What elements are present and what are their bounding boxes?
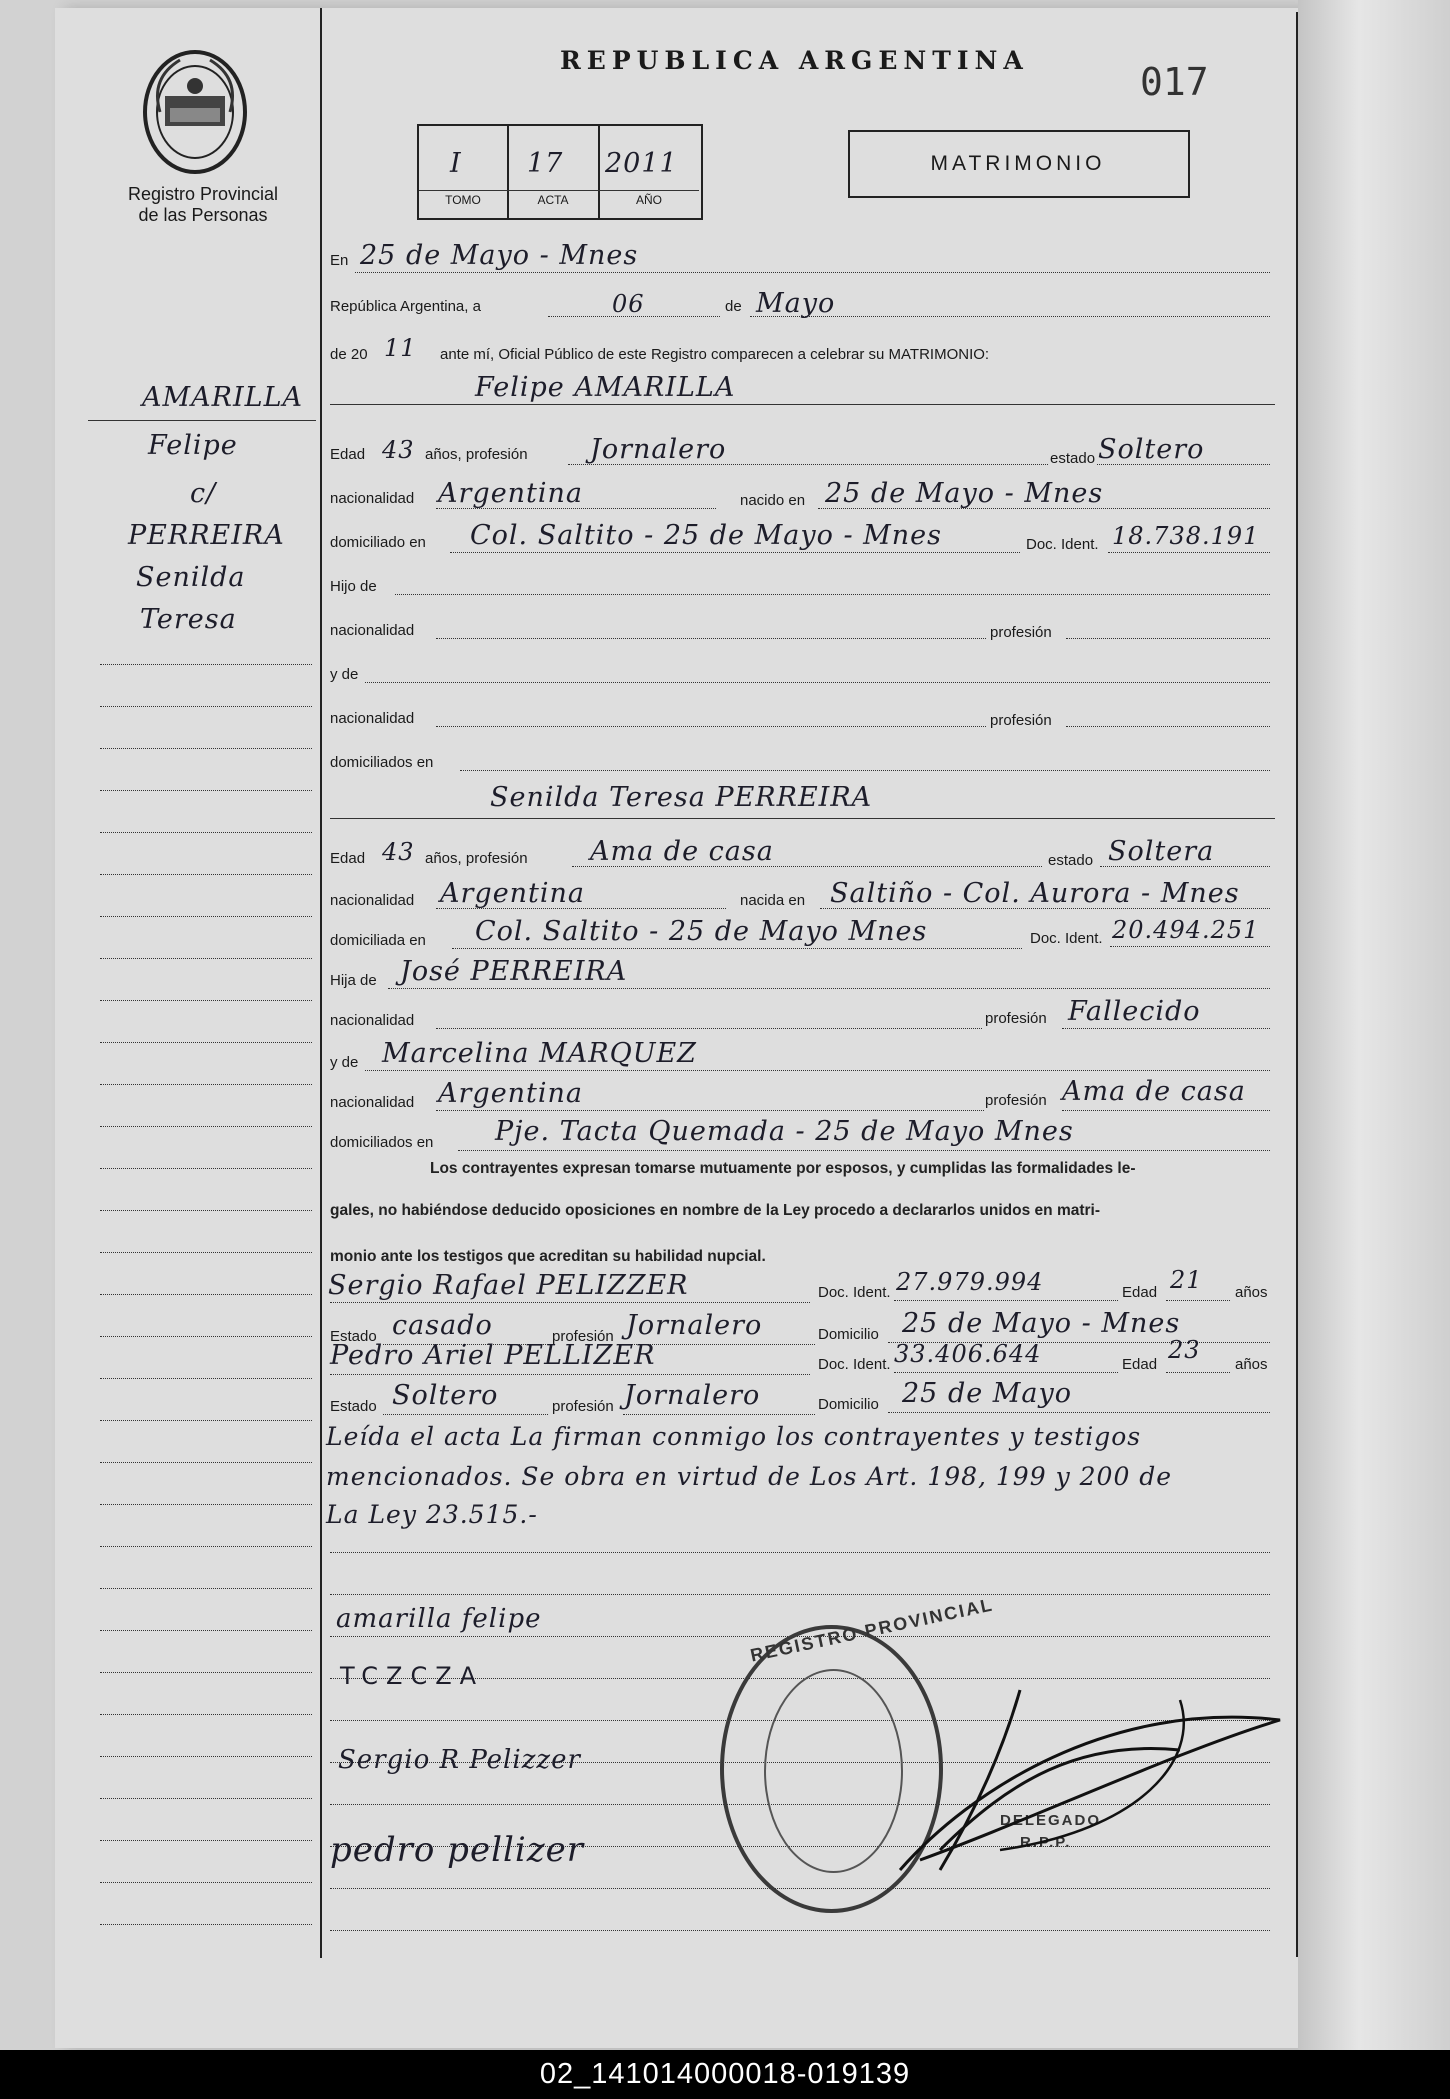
republica-label: República Argentina, a bbox=[330, 298, 481, 315]
field-line bbox=[383, 1414, 548, 1415]
field-line bbox=[458, 1150, 1270, 1151]
right-border bbox=[1296, 12, 1298, 1957]
margin-rule-line bbox=[100, 1546, 312, 1547]
statement-line2: gales, no habiéndose deducido oposiciones en nombre de la Ley procedo a declararlos unidos en matri- bbox=[330, 1202, 1101, 1219]
field-line bbox=[1062, 1110, 1270, 1111]
witness2-estado: Soltero bbox=[392, 1380, 499, 1411]
bride-profesion-label: años, profesión bbox=[425, 850, 528, 867]
groom-padre-prof-label: profesión bbox=[990, 624, 1052, 641]
margin-rule-line bbox=[100, 874, 312, 875]
witness2-doc: 33.406.644 bbox=[894, 1340, 1042, 1368]
bride-estado-label: estado bbox=[1048, 852, 1094, 869]
witness2-domicilio: 25 de Mayo bbox=[902, 1378, 1073, 1409]
witness2-profesion: Jornalero bbox=[624, 1380, 761, 1411]
witness1-anios-label: años bbox=[1235, 1284, 1268, 1301]
box-rule bbox=[419, 190, 699, 191]
field-line bbox=[1108, 552, 1270, 553]
margin-rule-line bbox=[100, 1042, 312, 1043]
witness1-estado-label: Estado bbox=[330, 1328, 377, 1345]
margin-rule-line bbox=[100, 1588, 312, 1589]
groom-yde-label: y de bbox=[330, 666, 359, 683]
field-line bbox=[894, 1372, 1118, 1373]
groom-madre-nac-label: nacionalidad bbox=[330, 710, 415, 727]
statement-line1: Los contrayentes expresan tomarse mutuamente por esposos, y cumplidas las formalidades le- bbox=[430, 1160, 1136, 1177]
margin-rule-line bbox=[100, 706, 312, 707]
witness1-doc-label: Doc. Ident. bbox=[818, 1284, 891, 1301]
margin-rule-line bbox=[100, 1294, 312, 1295]
witness1-doc: 27.979.994 bbox=[896, 1268, 1044, 1296]
witness1-signature: Sergio R Pelizzer bbox=[338, 1745, 581, 1775]
witness2-profesion-label: profesión bbox=[552, 1398, 614, 1415]
field-line bbox=[436, 726, 986, 727]
field-line bbox=[436, 638, 986, 639]
field-line bbox=[450, 552, 1020, 553]
groom-edad: 43 bbox=[382, 436, 415, 464]
groom-domicilio-label: domiciliado en bbox=[330, 534, 426, 551]
margin-rule-line bbox=[100, 1882, 312, 1883]
margin-rule-line bbox=[100, 1630, 312, 1631]
margin-rule-line bbox=[100, 1756, 312, 1757]
groom-nacionalidad-label: nacionalidad bbox=[330, 490, 415, 507]
folio-number: 017 bbox=[1140, 60, 1209, 104]
groom-nacido-label: nacido en bbox=[740, 492, 806, 509]
bride-nacionalidad: Argentina bbox=[440, 878, 586, 909]
field-line bbox=[1166, 1372, 1230, 1373]
bride-padres-dom: Pje. Tacta Quemada - 25 de Mayo Mnes bbox=[495, 1116, 1074, 1147]
bride-padre-nac-label: nacionalidad bbox=[330, 1012, 415, 1029]
year-prefix: de 20 bbox=[330, 346, 368, 363]
margin-name-groom: Felipe bbox=[148, 430, 238, 461]
witness2-name: Pedro Ariel PELLIZER bbox=[330, 1340, 656, 1371]
field-line bbox=[888, 1412, 1270, 1413]
witness2-edad-label: Edad bbox=[1122, 1356, 1158, 1373]
bride-edad: 43 bbox=[382, 838, 415, 866]
field-line bbox=[365, 1070, 1270, 1071]
groom-profesion: Jornalero bbox=[590, 434, 727, 465]
margin-divider bbox=[320, 8, 322, 1958]
groom-nacido: 25 de Mayo - Mnes bbox=[825, 478, 1104, 509]
bride-padre-prof: Fallecido bbox=[1068, 996, 1201, 1027]
bride-full-name: Senilda Teresa PERREIRA bbox=[490, 782, 873, 813]
witness2-domicilio-label: Domicilio bbox=[818, 1396, 879, 1413]
body-rule-line bbox=[330, 1594, 1270, 1595]
year-suffix: 11 bbox=[384, 334, 417, 362]
witness1-edad-label: Edad bbox=[1122, 1284, 1158, 1301]
margin-rule-line bbox=[100, 748, 312, 749]
margin-rule-line bbox=[100, 1672, 312, 1673]
bride-madre-prof-label: profesión bbox=[985, 1092, 1047, 1109]
margin-rule-line bbox=[100, 1420, 312, 1421]
margin-rule-line bbox=[100, 1714, 312, 1715]
stamp-text: REGISTRO PROVINCIAL bbox=[748, 1594, 996, 1666]
groom-hijo-label: Hijo de bbox=[330, 578, 377, 595]
field-line bbox=[1110, 946, 1270, 947]
bride-padre-prof-label: profesión bbox=[985, 1010, 1047, 1027]
en-label: En bbox=[330, 252, 349, 269]
field-line bbox=[395, 594, 1270, 595]
comparecen-text: ante mí, Oficial Público de este Registro comparecen a celebrar su MATRIMONIO: bbox=[440, 346, 990, 363]
groom-full-name: Felipe AMARILLA bbox=[475, 372, 736, 403]
provincial-seal bbox=[140, 48, 250, 176]
bride-signature: TCZCZA bbox=[340, 1662, 485, 1690]
groom-profesion-label: años, profesión bbox=[425, 446, 528, 463]
groom-estado: Soltero bbox=[1098, 434, 1205, 465]
groom-domicilio: Col. Saltito - 25 de Mayo - Mnes bbox=[470, 520, 943, 551]
bride-madre-nac-label: nacionalidad bbox=[330, 1094, 415, 1111]
field-line bbox=[452, 948, 1022, 949]
bride-madre-prof: Ama de casa bbox=[1062, 1076, 1246, 1107]
margin-conjunction: c/ bbox=[190, 478, 217, 509]
groom-name-line bbox=[330, 404, 1275, 405]
margin-rule-line bbox=[100, 1504, 312, 1505]
margin-rule-line bbox=[100, 790, 312, 791]
tomo-label: TOMO bbox=[445, 193, 481, 207]
witness1-profesion: Jornalero bbox=[626, 1310, 763, 1341]
groom-signature: amarilla felipe bbox=[336, 1604, 542, 1634]
bride-estado: Soltera bbox=[1108, 836, 1215, 867]
seal-icon bbox=[140, 48, 250, 176]
notes-line2: mencionados. Se obra en virtud de Los Art. 198, 199 y 200 de bbox=[326, 1462, 1173, 1491]
bride-hija-label: Hija de bbox=[330, 972, 377, 989]
body-rule-line bbox=[330, 1552, 1270, 1553]
groom-estado-label: estado bbox=[1050, 450, 1096, 467]
body-rule-line bbox=[330, 1930, 1270, 1931]
field-line bbox=[436, 1110, 984, 1111]
bride-madre-nac: Argentina bbox=[438, 1078, 584, 1109]
acta-label: ACTA bbox=[537, 193, 569, 207]
official-title: DELEGADO bbox=[1000, 1812, 1102, 1829]
margin-name-bride: Senilda bbox=[136, 562, 246, 593]
country-title: REPUBLICA ARGENTINA bbox=[560, 46, 1029, 75]
field-line bbox=[460, 770, 1270, 771]
bride-padre: José PERREIRA bbox=[400, 956, 628, 987]
bride-nacida-label: nacida en bbox=[740, 892, 806, 909]
bride-domicilio-label: domiciliada en bbox=[330, 932, 426, 949]
witness1-domicilio-label: Domicilio bbox=[818, 1326, 879, 1343]
bride-domicilio: Col. Saltito - 25 de Mayo Mnes bbox=[475, 916, 928, 947]
groom-edad-label: Edad bbox=[330, 446, 366, 463]
witness2-edad: 23 bbox=[1168, 1336, 1201, 1364]
place-value: 25 de Mayo - Mnes bbox=[360, 240, 639, 271]
field-line bbox=[1166, 1300, 1230, 1301]
acta-value: 17 bbox=[527, 148, 564, 179]
margin-rule-line bbox=[100, 1924, 312, 1925]
witness2-anios-label: años bbox=[1235, 1356, 1268, 1373]
margin-surname-groom: AMARILLA bbox=[142, 382, 303, 413]
margin-rule-line bbox=[100, 1252, 312, 1253]
margin-rule-line bbox=[100, 1168, 312, 1169]
witness1-profesion-label: profesión bbox=[552, 1328, 614, 1345]
field-line bbox=[388, 988, 1270, 989]
groom-padre-nac-label: nacionalidad bbox=[330, 622, 415, 639]
statement-line3: monio ante los testigos que acreditan su habilidad nupcial. bbox=[330, 1248, 766, 1265]
margin-rule-line bbox=[100, 1462, 312, 1463]
witness2-signature: pedro pellizer bbox=[330, 1830, 584, 1870]
witness1-edad: 21 bbox=[1170, 1266, 1203, 1294]
witness1-domicilio: 25 de Mayo - Mnes bbox=[902, 1308, 1181, 1339]
field-line bbox=[330, 1374, 810, 1375]
margin-rule-line bbox=[100, 1798, 312, 1799]
groom-padres-dom-label: domiciliados en bbox=[330, 754, 434, 771]
bride-doc-label: Doc. Ident. bbox=[1030, 930, 1103, 947]
official-subtitle: R.P.P. bbox=[1020, 1834, 1072, 1851]
registry-name-line1: Registro Provincial bbox=[127, 184, 279, 204]
groom-madre-prof-label: profesión bbox=[990, 712, 1052, 729]
bride-nacionalidad-label: nacionalidad bbox=[330, 892, 415, 909]
field-line bbox=[365, 682, 1270, 683]
scan-id-footer: 02_141014000018-019139 bbox=[0, 2050, 1450, 2099]
margin-rule-line bbox=[100, 958, 312, 959]
margin-rule-line bbox=[100, 1840, 312, 1841]
field-line bbox=[330, 1302, 810, 1303]
witness2-estado-label: Estado bbox=[330, 1398, 377, 1415]
tomo-value: I bbox=[450, 148, 462, 179]
bride-doc: 20.494.251 bbox=[1112, 916, 1260, 944]
bride-yde-label: y de bbox=[330, 1054, 359, 1071]
bride-padres-dom-label: domiciliados en bbox=[330, 1134, 434, 1151]
groom-doc: 18.738.191 bbox=[1112, 522, 1260, 550]
field-line bbox=[1066, 638, 1270, 639]
day-value: 06 bbox=[612, 290, 645, 318]
bride-edad-label: Edad bbox=[330, 850, 366, 867]
field-line bbox=[1062, 1028, 1270, 1029]
margin-rule-line bbox=[100, 1000, 312, 1001]
margin-middle-bride: Teresa bbox=[140, 604, 237, 635]
margin-rule-line bbox=[100, 1336, 312, 1337]
margin-rule-line bbox=[100, 664, 312, 665]
bride-profesion: Ama de casa bbox=[590, 836, 774, 867]
margin-rule-line bbox=[100, 1210, 312, 1211]
witness1-estado: casado bbox=[392, 1310, 493, 1341]
groom-doc-label: Doc. Ident. bbox=[1026, 536, 1099, 553]
notes-line3: La Ley 23.515.- bbox=[326, 1500, 538, 1529]
notes-line1: Leída el acta La firman conmigo los contrayentes y testigos bbox=[326, 1422, 1142, 1451]
registry-name-line2: de las Personas bbox=[138, 205, 268, 225]
field-line bbox=[623, 1414, 815, 1415]
bride-name-line bbox=[330, 818, 1275, 819]
margin-rule-line bbox=[100, 1084, 312, 1085]
bride-nacida: Saltiño - Col. Aurora - Mnes bbox=[830, 878, 1240, 909]
month-value: Mayo bbox=[756, 288, 836, 319]
margin-rule-line bbox=[100, 916, 312, 917]
field-line bbox=[355, 272, 1270, 273]
field-line bbox=[894, 1300, 1118, 1301]
act-type-label: MATRIMONIO bbox=[930, 152, 1106, 175]
anio-label: AÑO bbox=[635, 193, 662, 207]
margin-rule-line bbox=[100, 832, 312, 833]
margin-rule-line bbox=[100, 1126, 312, 1127]
margin-surname-bride: PERREIRA bbox=[128, 520, 285, 551]
official-signature-mark bbox=[880, 1680, 1300, 1880]
field-line bbox=[436, 1028, 982, 1029]
witness2-doc-label: Doc. Ident. bbox=[818, 1356, 891, 1373]
de-label: de bbox=[725, 298, 742, 315]
margin-rule-line bbox=[100, 1378, 312, 1379]
margin-rule bbox=[88, 420, 316, 421]
groom-nacionalidad: Argentina bbox=[438, 478, 584, 509]
witness1-name: Sergio Rafael PELIZZER bbox=[328, 1270, 689, 1301]
anio-value: 2011 bbox=[605, 148, 678, 179]
page-edge bbox=[1298, 0, 1450, 2050]
bride-madre: Marcelina MARQUEZ bbox=[382, 1038, 697, 1069]
field-line bbox=[1066, 726, 1270, 727]
